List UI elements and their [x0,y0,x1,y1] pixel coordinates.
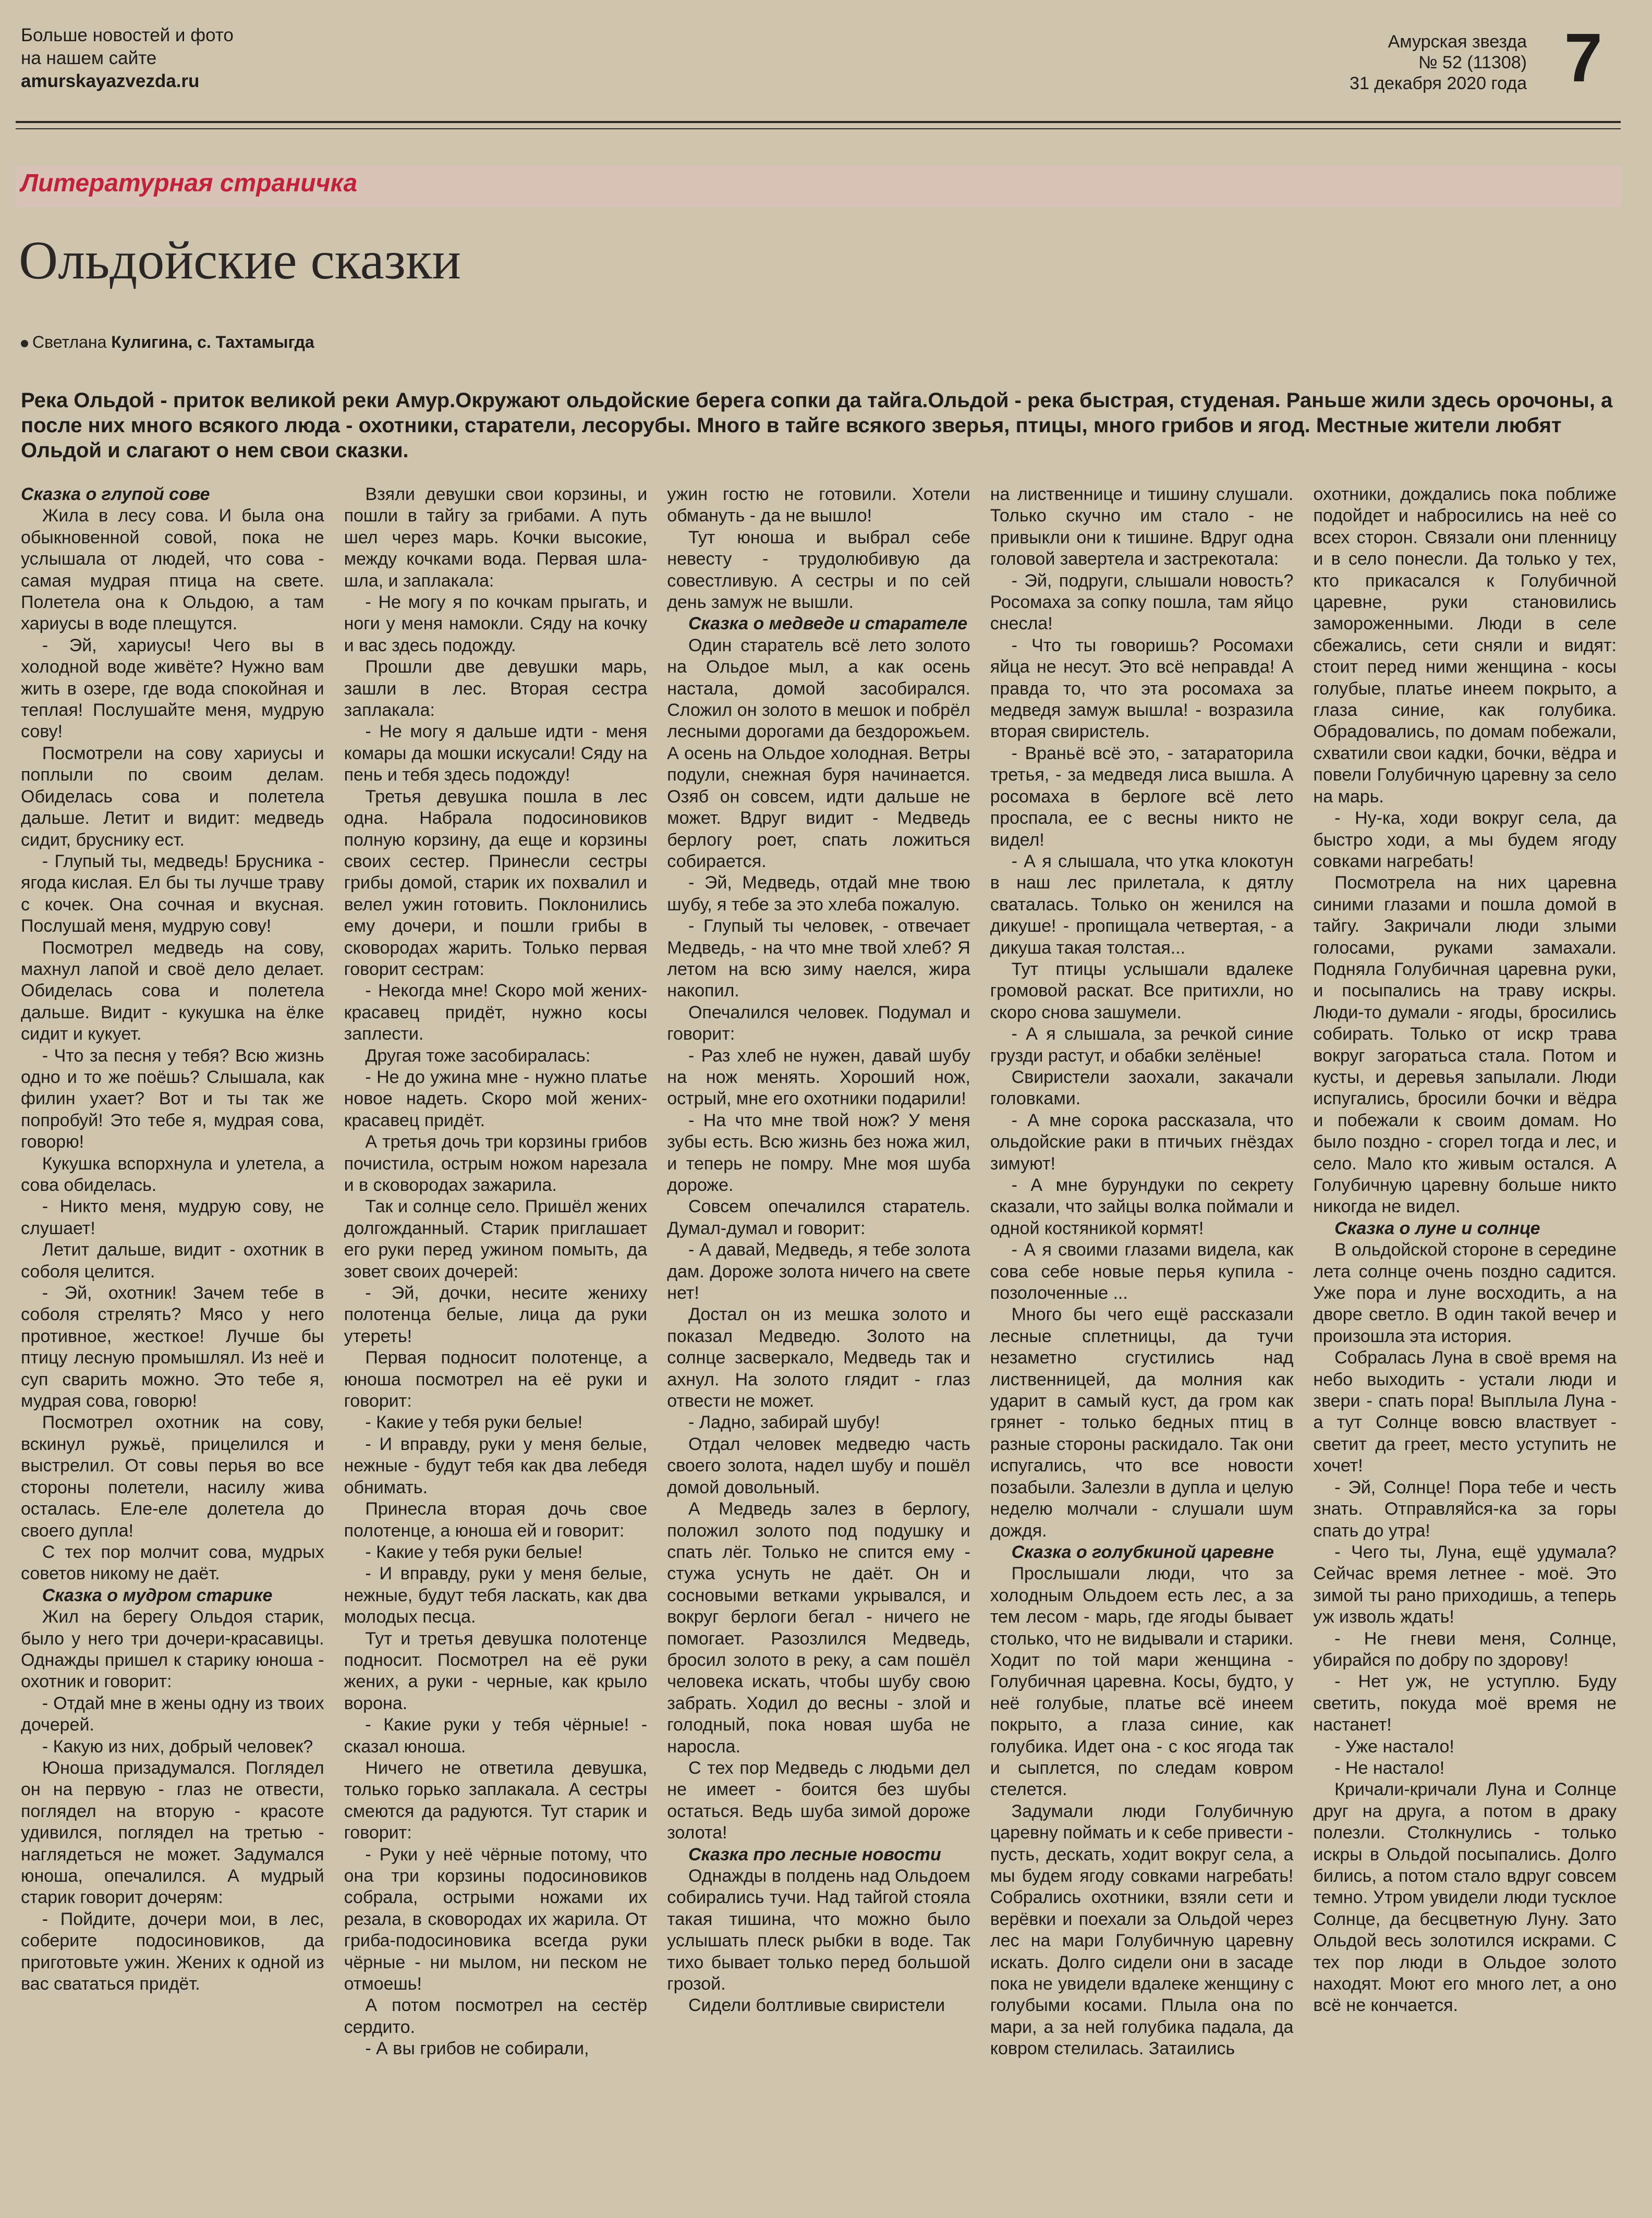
text-column [1313,484,1617,2199]
story-heading: Сказка о медведе и старателе [688,614,968,634]
paragraph: Кукушка вспорхнула и улетела, а сова обиделась. [21,1153,324,1195]
paragraph: Посмотрел медведь на сову, махнул лапой и своё дело делает. Обиделась сова и полетела дальше. Видит - кукушка на ёлке сидит и кукует. [21,937,324,1044]
paragraph: - А я слышала, за речкой синие грузди растут, и обабки зелёные! [990,1024,1294,1066]
paragraph: ужин гостю не готовили. Хотели обмануть - да не вышло! [667,484,970,526]
bullet-icon [21,340,28,347]
paragraph: Один старатель всё лето золото на Ольдое мыл, а как осень настала, домой засобирался. Сложил он золото в мешок и побрёл лесными дорогами да бездорожьем. А осень на Ольдое холодная. Ветры подули, снежная буря начинается. Озяб он совсем, идти дальше не может. Вдруг видит - Медведь берлогу роет, спать ложиться собирается. [667,635,970,871]
paragraph: - Какие у тебя руки белые! [365,1542,583,1562]
paragraph: Тут птицы услышали вдалеке громовой раскат. Все притихли, но скоро снова зашумели. [990,959,1294,1022]
issue-date: 31 декабря 2020 года [1349,74,1527,93]
paragraph: Достал он из мешка золото и показал Медведю. Золото на солнце засверкало, Медведь так и ахнул. На золото глядит - глаз отвести не может. [667,1305,970,1411]
paragraph: Третья девушка пошла в лес одна. Набрала подосиновиков полную корзину, да еще и корзины своих сестер. Принесли сестры грибы домой, старик их похвалил и велел ужин готовить. Поклонились ему дочери, и пошли грибы в сковородах жарить. Только первая говорит сестрам: [344,786,648,979]
paragraph: - Не настало! [1334,1758,1445,1778]
paragraph: - А вы грибов не собирали, [365,2039,589,2059]
text-column [990,484,1294,2199]
paragraph: - Какие руки у тебя чёрные! - сказал юноша. [344,1715,648,1757]
paragraph: - Эй, охотник! Зачем тебе в соболя стрелять? Мясо у него противное, жесткое! Лучше бы птицу лесную промышлял. Из неё и суп сварить можно. Это тебе я, мудрая сова, говорю! [21,1283,324,1411]
paragraph: - И вправду, руки у меня белые, нежные - будут тебя как два лебедя обнимать. [344,1434,648,1497]
paragraph: Летит дальше, видит - охотник в соболя целится. [21,1240,324,1282]
paragraph: Посмотрел охотник на сову, вскинул ружьё, прицелился и выстрелил. От совы перья во все стороны полетели, насилу жива осталась. Еле-еле долетела до своего дупла! [21,1412,324,1541]
paragraph: Так и солнце село. Пришёл жених долгожданный. Старик приглашает его руки перед ужином помыть, да зовет своих дочерей: [344,1197,648,1282]
paragraph: - Некогда мне! Скоро мой жених-красавец придёт, нужно косы заплести. [344,981,648,1044]
paragraph: С тех пор Медведь с людьми дел не имеет - боится без шубы остаться. Ведь шуба зимой дороже золота! [667,1758,970,1843]
paragraph: В ольдойской стороне в середине лета солнце очень поздно садится. Уже пора и луне восходить, а на дворе светло. В один такой вечер и произошла эта история. [1313,1240,1617,1346]
paragraph: - Эй, Солнце! Пора тебе и честь знать. Отправляйся-ка за горы спать до утра! [1313,1477,1617,1541]
paragraph: Посмотрели на сову хариусы и поплыли по своим делам. Обиделась сова и полетела дальше. Летит и видит: медведь сидит, бруснику ест. [21,743,324,850]
article-columns [21,484,1617,2199]
paragraph: Первая подносит полотенце, а юноша посмотрел на её руки и говорит: [344,1348,648,1411]
paragraph: - Что за песня у тебя? Всю жизнь одно и то же поёшь? Слышала, как филин ухает? Вот и ты так же попробуй! Это тебе я, мудрая сова, говорю! [21,1045,324,1152]
paragraph: Прошли две девушки марь, зашли в лес. Вторая сестра заплакала: [344,657,648,721]
paragraph: Взяли девушки свои корзины, и пошли в тайгу за грибами. А путь шел через марь. Кочки высокие, между кочками вода. Первая шла-шла, и заплакала: [344,484,648,591]
paragraph: - Что ты говоришь? Росомахи яйца не несут. Это всё неправда! А правда то, что эта росомаха за медведя замуж вышла! - возразила вторая свиристель. [990,635,1294,742]
paragraph: Много бы чего ещё рассказали лесные сплетницы, да тучи незаметно сгустились над лиственницей, да молния как ударит в самый куст, да гром как грянет - только бедных птиц в разные стороны раскидало. Так они испугались, что все новости позабыли. Залезли в дупла и целую неделю молчали - слушали шум дождя. [990,1305,1294,1541]
paragraph: - А мне бурундуки по секрету сказали, что зайцы волка поймали и одной костяникой кормят! [990,1175,1294,1238]
paragraph: - А мне сорока рассказала, что ольдойские раки в птичьих гнёздах зимуют! [990,1110,1294,1174]
story-heading: Сказка про лесные новости [688,1844,941,1864]
rubric: Литературная страничка [21,169,358,197]
text-column [344,484,648,2199]
paragraph: Сидели болтливые свиристели [688,1995,945,2016]
story-heading: Сказка о глупой сове [21,484,210,504]
header-rule [16,121,1621,123]
paragraph: - Не до ужина мне - нужно платье новое надеть. Скоро мой жених-красавец придёт. [344,1067,648,1130]
paragraph: - А я своими глазами видела, как сова себе новые перья купила - позолоченные ... [990,1240,1294,1303]
article-title: Ольдойские сказки [19,230,461,290]
paragraph: - Эй, дочки, несите жениху полотенца белые, лица да руки утереть! [344,1283,648,1346]
paragraph: Жила в лесу сова. И была она обыкновенной совой, пока не услышала от людей, что сова - самая мудрая птица на свете. Полетела она к Ольдою, а там хариусы в воде плещутся. [21,506,324,634]
paragraph: - А давай, Медведь, я тебе золота дам. Дороже золота ничего на свете нет! [667,1240,970,1303]
paragraph: - И вправду, руки у меня белые, нежные, будут тебя ласкать, как два молодых песца. [344,1564,648,1627]
paragraph: - Враньё всё это, - затараторила третья, - за медведя лиса вышла. А росомаха в берлоге всё лето проспала, ее с весны никто не видел! [990,743,1294,850]
paragraph: А потом посмотрел на сестёр сердито. [344,1995,648,2037]
paragraph: Задумали люди Голубичную царевну поймать и к себе привести - пусть, дескать, ходит вокруг села, а мы будем ягоду совками нагребать! Собрались охотники, взяли сети и верёвки и поехали за Ольдой через лес на мари Голубичную царевну искать. Долго сидели они в засаде пока не увидели вдалеке женщину с голубыми косами. Плыла она по мари, а за ней голубика падала, да ковром стелилась. Затаились [990,1801,1294,2059]
paragraph: Другая тоже засобиралась: [365,1045,591,1066]
paragraph: Однажды в полдень над Ольдоем собирались тучи. Над тайгой стояла такая тишина, что можно было услышать плеск рыбки в воде. Так тихо бывает только перед большой грозой. [667,1866,970,1994]
paragraph: Кричали-кричали Луна и Солнце друг на друга, а потом в драку полезли. Столкнулись - только искры в Ольдой посыпались. Долго бились, а потом стало вдруг совсем темно. Утром увидели люди тусклое Солнце, да бесцветную Луну. Зато Ольдой весь золотился искрами. С тех пор люди в Ольдое золото находят. Моют его много лет, а оно всё не кончается. [1313,1780,1617,2016]
paragraph: Прослышали люди, что за холодным Ольдоем есть лес, а за тем лесом - марь, где ягоды бывает столько, что не видывали и старики. Ходит по той мари женщина - Голубичная царевна. Косы, будто, у неё голубые, платье всё инеем покрыто, а глаза синие, как голубика. Идет она - с кос ягода так и сыплется, по следам ковром стелется. [990,1564,1294,1800]
paragraph: - Не могу я дальше идти - меня комары да мошки искусали! Сяду на пень и тебя здесь подожду! [344,722,648,785]
paragraph: - Ну-ка, ходи вокруг села, да быстро ходи, а мы будем ягоду совками нагребать! [1313,808,1617,871]
author-first-name: Светлана [32,333,107,351]
site-promo-line1: Больше новостей и фото [21,25,234,45]
paragraph: - Руки у неё чёрные потому, что она три корзины подосиновиков собрала, острыми ножами их резала, в сковородах их жарила. От гриба-подосиновика всегда руки чёрные - ни мылом, ни песком не отмоешь! [344,1844,648,1994]
paragraph: - Отдай мне в жены одну из твоих дочерей. [21,1693,324,1735]
paragraph: - Никто меня, мудрую сову, не слушает! [21,1197,324,1238]
paragraph: на лиственнице и тишину слушали. Только скучно им стало - не привыкли они к тишине. Вдруг одна головой завертела и застрекотала: [990,484,1294,569]
paragraph: Ничего не ответила девушка, только горько заплакала. А сестры смеются да радуются. Тут старик и говорит: [344,1758,648,1843]
paragraph: - Ладно, забирай шубу! [688,1412,880,1433]
paragraph: - Эй, Медведь, отдай мне твою шубу, я тебе за это хлеба пожалую. [667,873,970,915]
text-column [21,484,324,2199]
article-lead: Река Ольдой - приток великой реки Амур.Окружают ольдойские берега сопки да тайга.Ольдой - река быстрая, студеная. Раньше жили здесь орочоны, а после них много всякого люда - охотники, старатели, лесорубы. Много в тайге всякого зверья, птицы, много грибов и ягод. Местные жители любят Ольдой и слагают о нем свои сказки. [21,389,1613,462]
paragraph: С тех пор молчит сова, мудрых советов никому не даёт. [21,1542,324,1584]
byline [21,333,314,352]
issue-number: № 52 (11308) [1418,53,1527,72]
paragraph: Опечалился человек. Подумал и говорит: [667,1002,970,1044]
paragraph: Юноша призадумался. Поглядел он на первую - глаз не отвести, поглядел на вторую - красоте удивился, поглядел на третью - наглядеться не может. Задумался юноша, опечалился. А мудрый старик говорит дочерям: [21,1758,324,1908]
paragraph: - Какую из них, добрый человек? [42,1736,313,1757]
site-promo [21,24,234,93]
paragraph: охотники, дождались пока поближе подойдет и набросились на неё со всех сторон. Связали они пленницу и в село понесли. Да только у тех, кто прикасался к Голубичной царевне, руки становились замороженными. Люди в селе сбежались, сети сняли и видят: стоит перед ними женщина - косы голубые, платье инеем покрыто, а глаза синие, как голубика. Обрадовались, по домам побежали, схватили свои кадки, бочки, вёдра и повели Голубичную царевну за село на марь. [1313,484,1617,807]
newspaper-name: Амурская звезда [1388,32,1527,52]
paragraph: - Раз хлеб не нужен, давай шубу на нож менять. Хороший нож, острый, мне его охотники подарили! [667,1045,970,1109]
paragraph: Тут юноша и выбрал себе невесту - трудолюбивую да совестливую. А сестры и по сей день замуж не вышли. [667,527,970,613]
paragraph: Отдал человек медведю часть своего золота, надел шубу и пошёл домой довольный. [667,1434,970,1497]
paragraph: - Нет уж, не уступлю. Буду светить, покуда моё время не настанет! [1313,1672,1617,1735]
paragraph: - На что мне твой нож? У меня зубы есть. Всю жизнь без ножа жил, и теперь не помру. Мне моя шуба дороже. [667,1110,970,1195]
paragraph: Тут и третья девушка полотенце подносит. Посмотрел на её руки жених, а руки - черные, как крыло ворона. [344,1628,648,1713]
text-column [667,484,970,2199]
issue-info [1350,31,1527,94]
paragraph: Жил на берегу Ольдоя старик, было у него три дочери-красавицы. Однажды пришел к старику юноша - охотник и говорит: [21,1607,324,1692]
paragraph: - Глупый ты человек, - отвечает Медведь, - на что мне твой хлеб? Я летом на всю зиму наелся, жира накопил. [667,916,970,1001]
page-number: 7 [1564,19,1602,96]
paragraph: Свиристели заохали, закачали головками. [990,1067,1294,1109]
paragraph: - Какие у тебя руки белые! [365,1412,583,1433]
paragraph: - Пойдите, дочери мои, в лес, соберите подосиновиков, да приготовьте ужин. Жених к одной из вас свататься придёт. [21,1909,324,1994]
paragraph: - А я слышала, что утка клокотун в наш лес прилетала, к дятлу сваталась. Только он женился на дикуше! - пропищала четвертая, - а дикуша такая толстая... [990,851,1294,958]
story-heading: Сказка о луне и солнце [1334,1218,1540,1238]
paragraph: Собралась Луна в своё время на небо выходить - устали люди и звери - спать пора! Выплыла Луна - а тут Солнце вовсю властвует - светит да греет, место уступить не хочет! [1313,1348,1617,1476]
story-heading: Сказка о мудром старике [42,1585,273,1605]
paragraph: А Медведь залез в берлогу, положил золото под подушку и спать лёг. Только не спится ему - стужа уснуть не даёт. Он и сосновыми ветками укрывался, и вокруг берлоги бегал - ничего не помогает. Разозлился Медведь, бросил золото в реку, а сам пошёл человека искать, чтобы шубу свою забрать. Ходил до весны - злой и голодный, пока новая шуба не наросла. [667,1499,970,1757]
paragraph: - Глупый ты, медведь! Брусника - ягода кислая. Ел бы ты лучше траву с кочек. Она сочная и вкусная. Послушай меня, мудрую сову! [21,851,324,936]
paragraph: - Чего ты, Луна, ещё удумала? Сейчас время летнее - моё. Это зимой ты рано приходишь, а теперь уж изволь ждать! [1313,1542,1617,1627]
paragraph: - Не гневи меня, Солнце, убирайся по добру по здорову! [1313,1628,1617,1670]
author-name-place: Кулигина, с. Тахтамыгда [111,333,314,351]
header-rule-thin [16,128,1621,129]
paragraph: - Уже настало! [1334,1736,1454,1757]
paragraph: Принесла вторая дочь свое полотенце, а юноша ей и говорит: [344,1499,648,1541]
site-url[interactable]: amurskayazvezda.ru [21,71,200,91]
paragraph: Посмотрела на них царевна синими глазами и пошла домой в тайгу. Закричали люди злыми голосами, руками замахали. Подняла Голубичная царевна руки, и посыпались на траву искры. Люди-то думали - ягоды, бросились собирать. Только от искр трава вокруг загоратьса стала. Потом и кусты, и деревья запылали. Люди испугались, бросили бочки и вёдра и побежали к своим домам. Но было поздно - сгорел тогда и лес, и село. Мало кто живым остался. А Голубичную царевну больше никто никогда не видел. [1313,873,1617,1217]
paragraph: - Эй, подруги, слышали новость? Росомаха за сопку пошла, там яйцо снесла! [990,570,1294,634]
site-promo-line2: на нашем сайте [21,48,157,68]
paragraph: А третья дочь три корзины грибов почистила, острым ножом нарезала и в сковородах зажарила. [344,1132,648,1195]
paragraph: - Не могу я по кочкам прыгать, и ноги у меня намокли. Сяду на кочку и вас здесь подожду. [344,592,648,655]
paragraph: Совсем опечалился старатель. Думал-думал и говорит: [667,1197,970,1238]
paragraph: - Эй, хариусы! Чего вы в холодной воде живёте? Нужно вам жить в озере, где вода спокойная и теплая! Послушайте меня, мудрую сову! [21,635,324,742]
story-heading: Сказка о голубкиной царевне [1011,1542,1274,1562]
